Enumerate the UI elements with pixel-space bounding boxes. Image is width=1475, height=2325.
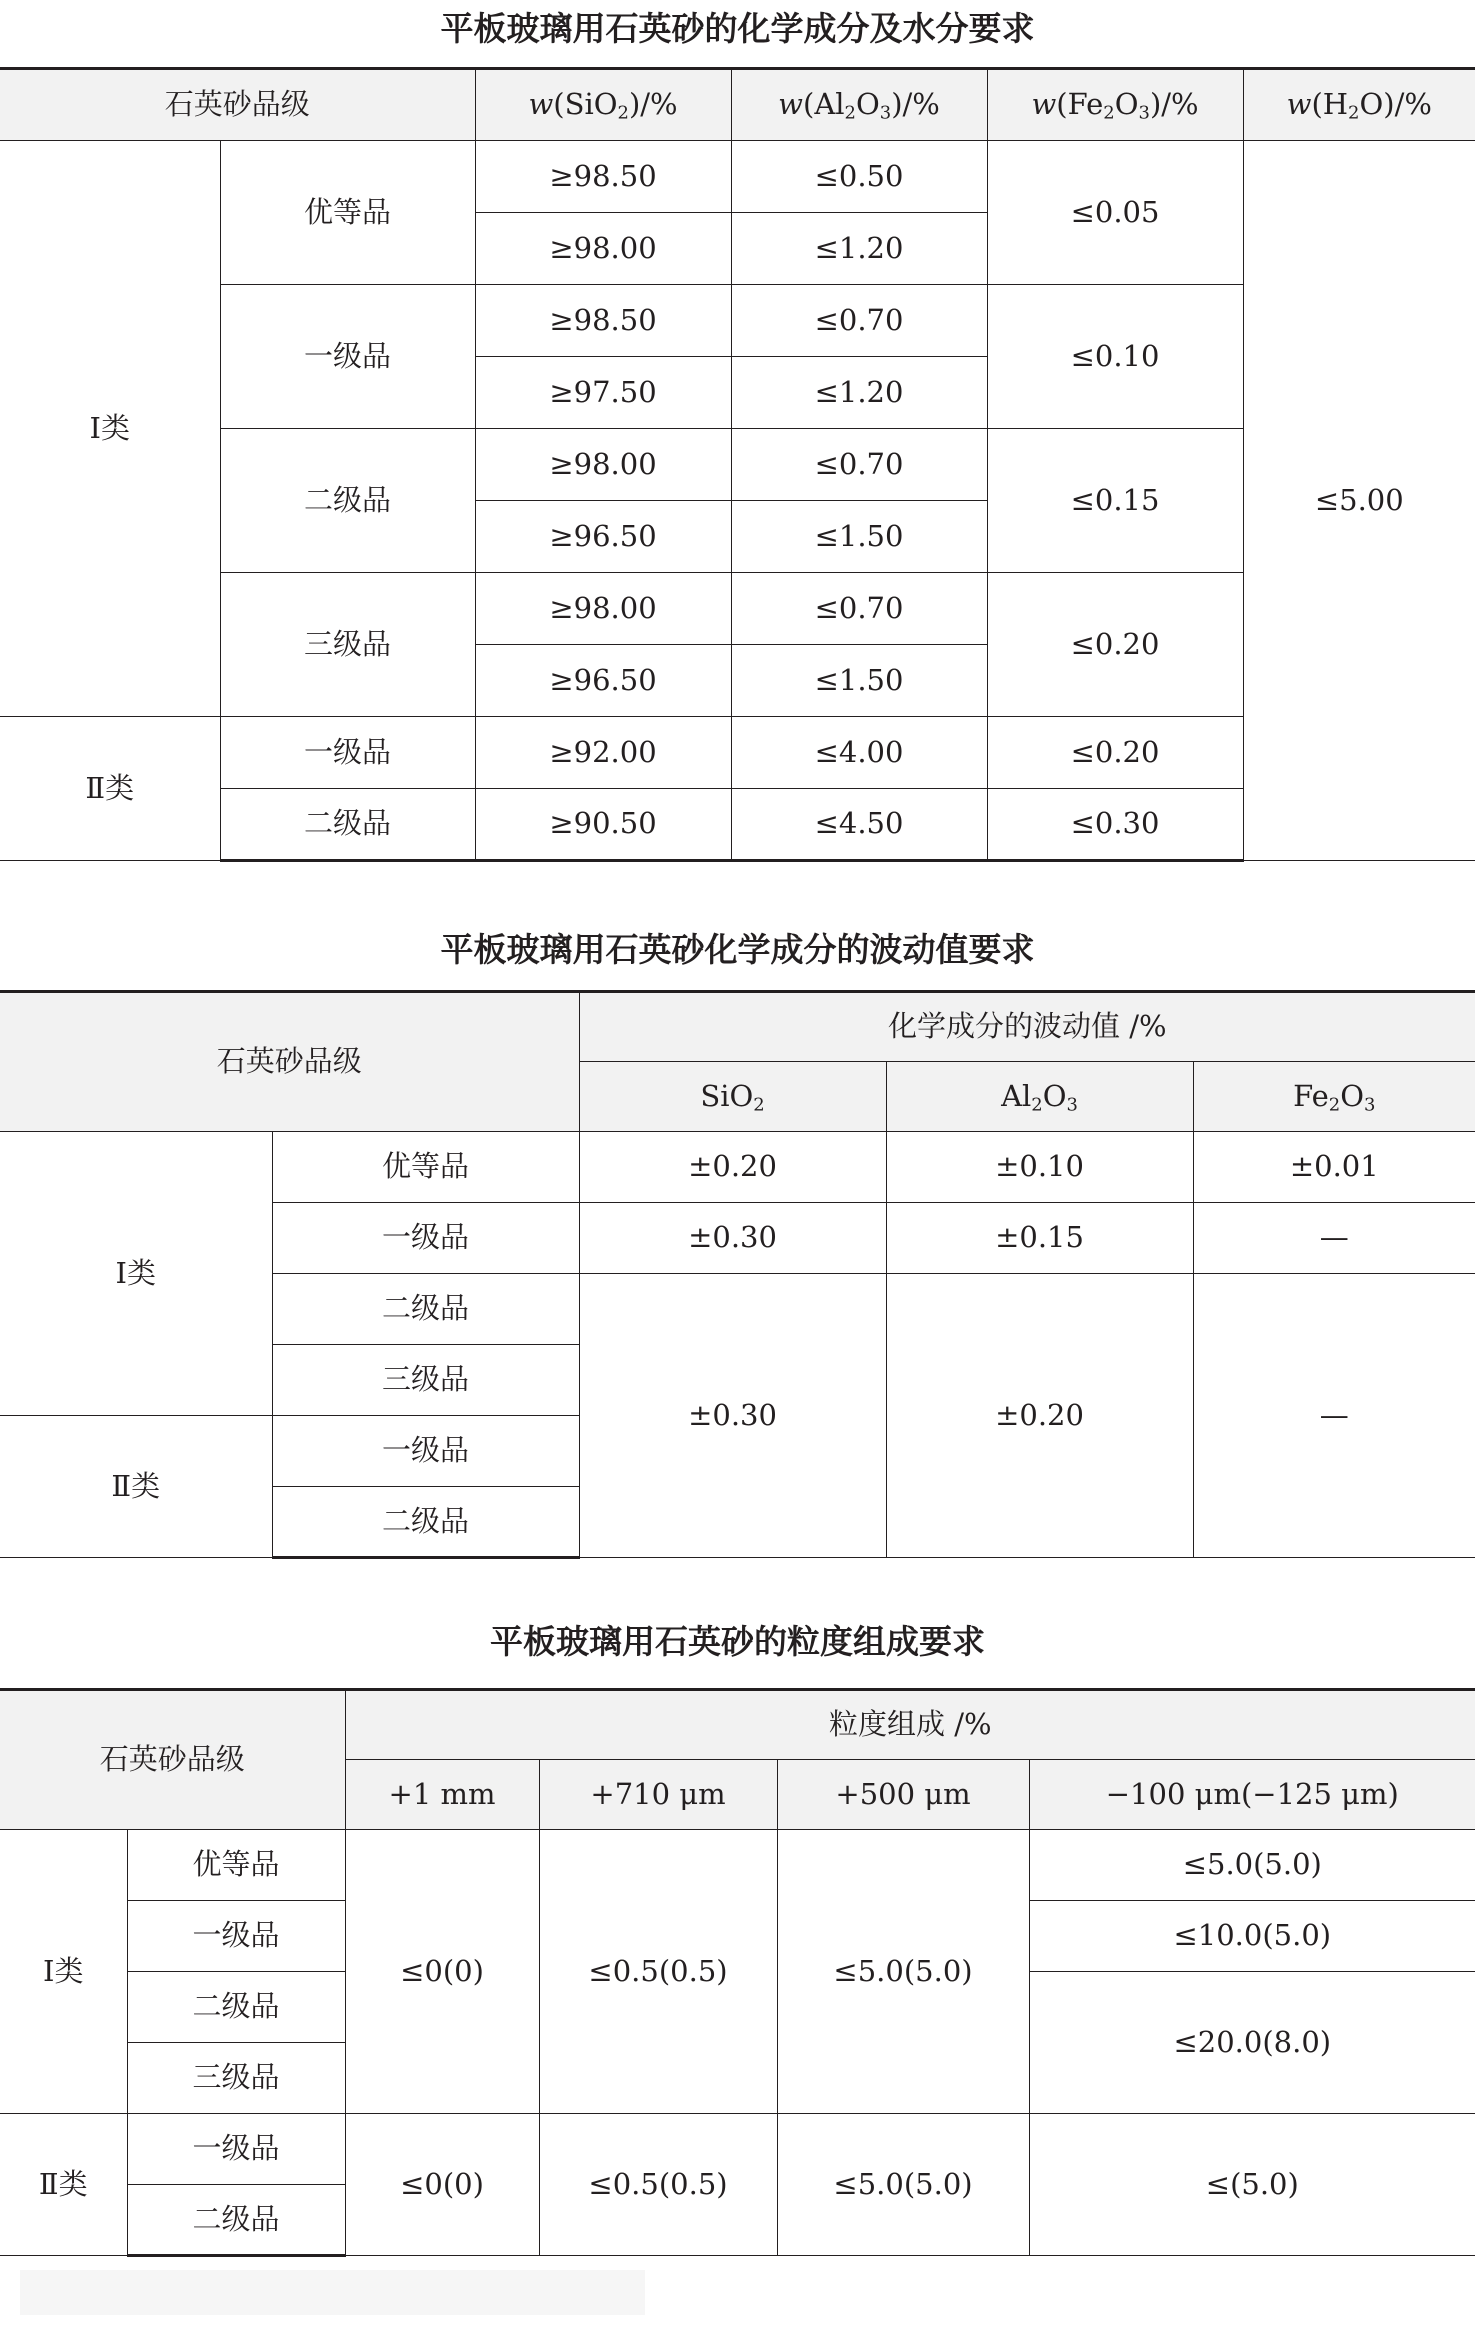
table3-title: 平板玻璃用石英砂的粒度组成要求	[490, 1622, 985, 1661]
chemical-composition-table	[0, 67, 1475, 862]
class-1-label: Ⅰ类	[0, 1830, 127, 2114]
fe2o3-fluct: —	[1193, 1203, 1475, 1274]
header-minus-100um: −100 μm(−125 μm)	[1029, 1760, 1475, 1830]
minus-100um-value: ≤(5.0)	[1029, 2114, 1475, 2256]
header-plus-1mm: +1 mm	[345, 1760, 539, 1830]
table1-title: 平板玻璃用石英砂的化学成分及水分要求	[440, 9, 1035, 48]
sio2-fluct: ±0.30	[579, 1203, 886, 1274]
grade-label: 一级品	[127, 1901, 345, 1972]
sio2-value: ≥98.00	[475, 573, 731, 645]
fe2o3-value: ≤0.05	[987, 141, 1243, 285]
al2o3-value: ≤0.50	[731, 141, 987, 213]
grade-label: 二级品	[272, 1274, 579, 1345]
grade-label: 二级品	[220, 429, 475, 573]
sio2-value: ≥92.00	[475, 717, 731, 789]
sio2-value: ≥98.00	[475, 213, 731, 285]
minus-100um-value: ≤10.0(5.0)	[1029, 1901, 1475, 1972]
fe2o3-value: ≤0.15	[987, 429, 1243, 573]
header-sio2: SiO$_2$	[579, 1062, 886, 1132]
fe2o3-fluct: —	[1193, 1274, 1475, 1558]
grade-label: 优等品	[220, 141, 475, 285]
header-fluctuation: 化学成分的波动值 /%	[579, 992, 1475, 1062]
header-al2o3: $w(Al_2O_3)/\%$	[731, 69, 987, 141]
sio2-value: ≥98.50	[475, 285, 731, 357]
al2o3-value: ≤0.70	[731, 285, 987, 357]
header-grade: 石英砂品级	[0, 1690, 345, 1830]
water-value: ≤5.00	[1243, 141, 1475, 861]
sio2-value: ≥98.00	[475, 429, 731, 501]
al2o3-fluct: ±0.20	[886, 1274, 1193, 1558]
plus-1mm-value: ≤0(0)	[345, 1830, 539, 2114]
plus-500um-value: ≤5.0(5.0)	[777, 2114, 1029, 2256]
grade-label: 三级品	[272, 1345, 579, 1416]
particle-size-table	[0, 1688, 1475, 2257]
grade-label: 一级品	[127, 2114, 345, 2185]
al2o3-fluct: ±0.15	[886, 1203, 1193, 1274]
sio2-value: ≥90.50	[475, 789, 731, 861]
grade-label: 三级品	[127, 2043, 345, 2114]
grade-label: 一级品	[272, 1203, 579, 1274]
al2o3-value: ≤0.70	[731, 573, 987, 645]
table2-title: 平板玻璃用石英砂化学成分的波动值要求	[440, 930, 1035, 969]
plus-710um-value: ≤0.5(0.5)	[539, 1830, 777, 2114]
header-h2o: $w(H_2O)/\%$	[1243, 69, 1475, 141]
sio2-value: ≥97.50	[475, 357, 731, 429]
grade-label: 三级品	[220, 573, 475, 717]
header-sio2: w(SiO$_2$)/%	[475, 69, 731, 141]
sio2-fluct: ±0.30	[579, 1274, 886, 1558]
header-grade: 石英砂品级	[0, 992, 579, 1132]
sio2-value: ≥96.50	[475, 645, 731, 717]
header-fe2o3: $Fe_2O_3$	[1193, 1062, 1475, 1132]
fe2o3-value: ≤0.20	[987, 573, 1243, 717]
al2o3-value: ≤4.50	[731, 789, 987, 861]
grade-label: 一级品	[220, 285, 475, 429]
grade-label: 优等品	[127, 1830, 345, 1901]
header-plus-500um: +500 μm	[777, 1760, 1029, 1830]
header-al2o3: $Al_2O_3$	[886, 1062, 1193, 1132]
plus-500um-value: ≤5.0(5.0)	[777, 1830, 1029, 2114]
al2o3-value: ≤1.20	[731, 357, 987, 429]
sio2-fluct: ±0.20	[579, 1132, 886, 1203]
sio2-value: ≥96.50	[475, 501, 731, 573]
sio2-value: ≥98.50	[475, 141, 731, 213]
minus-100um-value: ≤5.0(5.0)	[1029, 1830, 1475, 1901]
header-grade: 石英砂品级	[0, 69, 475, 141]
fe2o3-fluct: ±0.01	[1193, 1132, 1475, 1203]
al2o3-value: ≤1.20	[731, 213, 987, 285]
class-2-label: Ⅱ类	[0, 2114, 127, 2256]
fe2o3-value: ≤0.30	[987, 789, 1243, 861]
grade-label: 一级品	[272, 1416, 579, 1487]
fe2o3-value: ≤0.10	[987, 285, 1243, 429]
bottom-strip	[20, 2270, 645, 2315]
grade-label: 二级品	[220, 789, 475, 861]
header-particle-size: 粒度组成 /%	[345, 1690, 1475, 1760]
al2o3-value: ≤4.00	[731, 717, 987, 789]
plus-1mm-value: ≤0(0)	[345, 2114, 539, 2256]
class-1-label: Ⅰ类	[0, 1132, 272, 1416]
header-fe2o3: $w(Fe_2O_3)/\%$	[987, 69, 1243, 141]
al2o3-value: ≤1.50	[731, 645, 987, 717]
grade-label: 优等品	[272, 1132, 579, 1203]
header-plus-710um: +710 μm	[539, 1760, 777, 1830]
grade-label: 二级品	[127, 2185, 345, 2256]
fluctuation-table	[0, 990, 1475, 1559]
class-2-label: Ⅱ类	[0, 717, 220, 861]
al2o3-fluct: ±0.10	[886, 1132, 1193, 1203]
minus-100um-value: ≤20.0(8.0)	[1029, 1972, 1475, 2114]
fe2o3-value: ≤0.20	[987, 717, 1243, 789]
grade-label: 二级品	[127, 1972, 345, 2043]
plus-710um-value: ≤0.5(0.5)	[539, 2114, 777, 2256]
al2o3-value: ≤1.50	[731, 501, 987, 573]
grade-label: 二级品	[272, 1487, 579, 1558]
class-1-label: Ⅰ类	[0, 141, 220, 717]
al2o3-value: ≤0.70	[731, 429, 987, 501]
grade-label: 一级品	[220, 717, 475, 789]
class-2-label: Ⅱ类	[0, 1416, 272, 1558]
